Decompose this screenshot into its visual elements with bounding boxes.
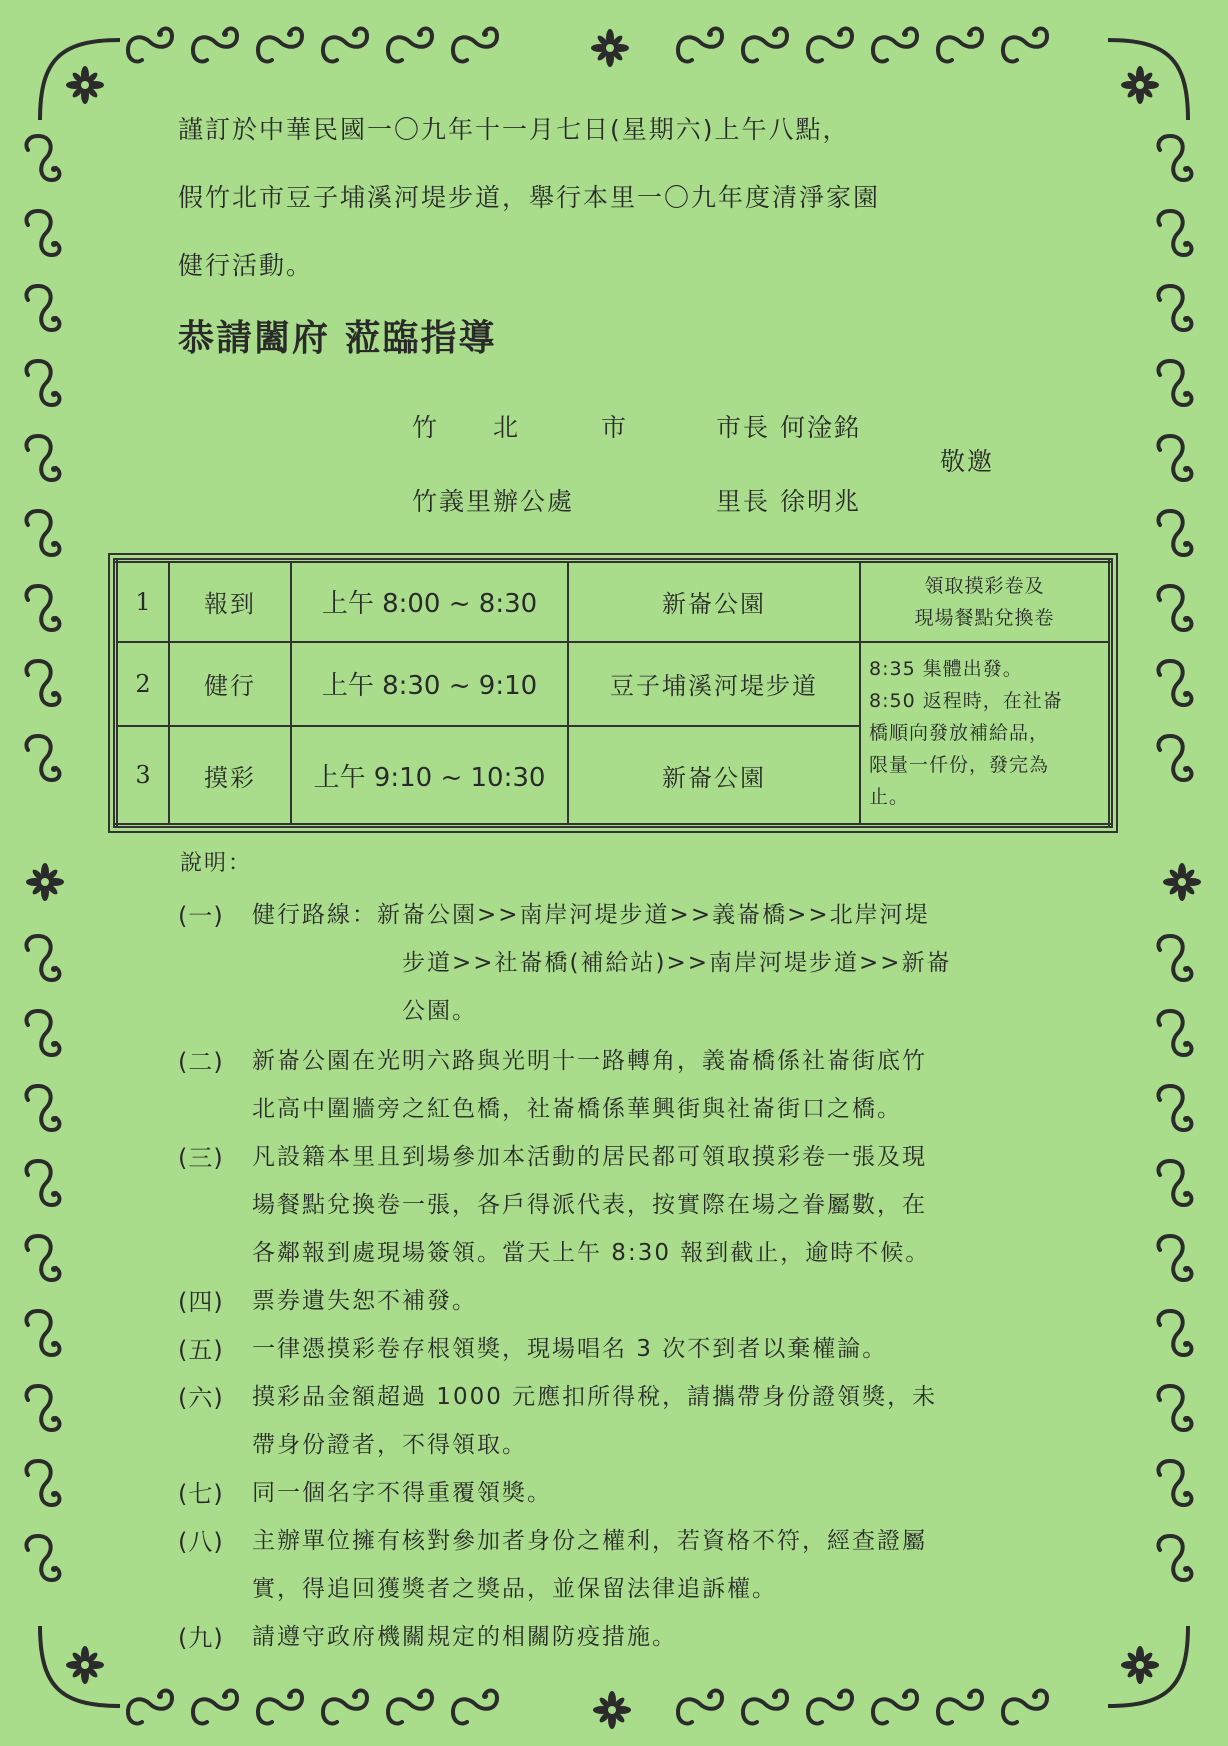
note-line: 止。 xyxy=(869,785,910,808)
list-item-text: 公園。 xyxy=(402,998,477,1024)
row-note-merged xyxy=(860,642,1111,826)
row-place: 豆子埔溪河堤步道 xyxy=(568,642,860,726)
list-item-text: 各鄰報到處現場簽領。當天上午 8:30 報到截止，逾時不候。 xyxy=(252,1240,931,1266)
intro-line-3: 健行活動。 xyxy=(178,251,314,280)
row-number: 3 xyxy=(116,726,170,825)
row-place: 新崙公園 xyxy=(568,561,860,642)
list-item-label: (六) xyxy=(178,1384,224,1412)
intro-line-1: 謹訂於中華民國一〇九年十一月七日(星期六)上午八點， xyxy=(178,115,850,144)
list-item-text: 步道>>社崙橋(補給站)>>南岸河堤步道>>新崙 xyxy=(402,950,952,976)
list-item-text: 帶身份證者，不得領取。 xyxy=(252,1432,527,1458)
row-note xyxy=(860,561,1111,642)
signature-invite: 敬邀 xyxy=(940,447,995,476)
note-line: 8:50 返程時，在社崙 xyxy=(869,689,1063,712)
note-line: 限量一仟份，發完為 xyxy=(869,753,1050,776)
row-number: 2 xyxy=(116,642,170,726)
explanation-heading: 說明： xyxy=(180,851,253,876)
note-line: 現場餐點兌換卷 xyxy=(914,606,1055,629)
list-item-text: 新崙公園在光明六路與光明十一路轉角，義崙橋係社崙街底竹 xyxy=(252,1048,927,1074)
table-row xyxy=(116,561,1111,642)
row-event: 摸彩 xyxy=(169,726,291,825)
row-event: 健行 xyxy=(169,642,291,726)
list-item-text: 凡設籍本里且到場參加本活動的居民都可領取摸彩卷一張及現 xyxy=(252,1144,927,1170)
row-time: 上午 8:30 ~ 9:10 xyxy=(291,642,568,726)
note-line: 8:35 集體出發。 xyxy=(869,657,1023,680)
table-row xyxy=(116,642,1111,726)
list-item-text: 主辦單位擁有核對參加者身份之權利，若資格不符，經查證屬 xyxy=(252,1528,927,1554)
note-line: 橋順向發放補給品， xyxy=(869,721,1050,744)
list-item-label: (三) xyxy=(178,1144,224,1172)
list-item-text: 一律憑摸彩卷存根領獎，現場唱名 3 次不到者以棄權論。 xyxy=(252,1336,888,1362)
signature-org-2: 竹義里辦公處 xyxy=(412,487,575,516)
note-line: 領取摸彩卷及 xyxy=(924,574,1045,597)
schedule-table xyxy=(113,558,1113,828)
page-title: 恭請闔府 蒞臨指導 xyxy=(178,318,497,359)
list-item-text: 實，得追回獲獎者之獎品，並保留法律追訴權。 xyxy=(252,1576,777,1602)
row-place: 新崙公園 xyxy=(568,726,860,825)
list-item-label: (八) xyxy=(178,1528,224,1556)
intro-line-2: 假竹北市豆子埔溪河堤步道，舉行本里一〇九年度清淨家園 xyxy=(178,183,881,212)
row-time: 上午 8:00 ~ 8:30 xyxy=(291,561,568,642)
list-item-text: 請遵守政府機關規定的相關防疫措施。 xyxy=(252,1624,677,1650)
list-item-label: (九) xyxy=(178,1624,224,1652)
row-time: 上午 9:10 ~ 10:30 xyxy=(291,726,568,825)
list-item-label: (五) xyxy=(178,1336,224,1364)
list-item-label: (一) xyxy=(178,902,224,930)
list-item-label: (四) xyxy=(178,1288,224,1316)
row-number: 1 xyxy=(116,561,170,642)
list-item-text: 同一個名字不得重覆領獎。 xyxy=(252,1480,552,1506)
list-item-text: 北高中圍牆旁之紅色橋，社崙橋係華興街與社崙街口之橋。 xyxy=(252,1096,902,1122)
signature-person-2: 里長 徐明兆 xyxy=(716,487,861,516)
signature-person-1: 市長 何淦銘 xyxy=(716,413,861,442)
signature-org-1: 竹 北 市 xyxy=(412,413,629,442)
list-item-label: (七) xyxy=(178,1480,224,1508)
list-item-label: (二) xyxy=(178,1048,224,1076)
row-event: 報到 xyxy=(169,561,291,642)
list-item-text: 場餐點兌換卷一張，各戶得派代表，按實際在場之眷屬數，在 xyxy=(252,1192,927,1218)
list-item-text: 健行路線：新崙公園>>南岸河堤步道>>義崙橋>>北岸河堤 xyxy=(252,902,930,928)
list-item-text: 票券遺失恕不補發。 xyxy=(252,1288,477,1314)
list-item-text: 摸彩品金額超過 1000 元應扣所得稅，請攜帶身份證領獎，未 xyxy=(252,1384,938,1410)
